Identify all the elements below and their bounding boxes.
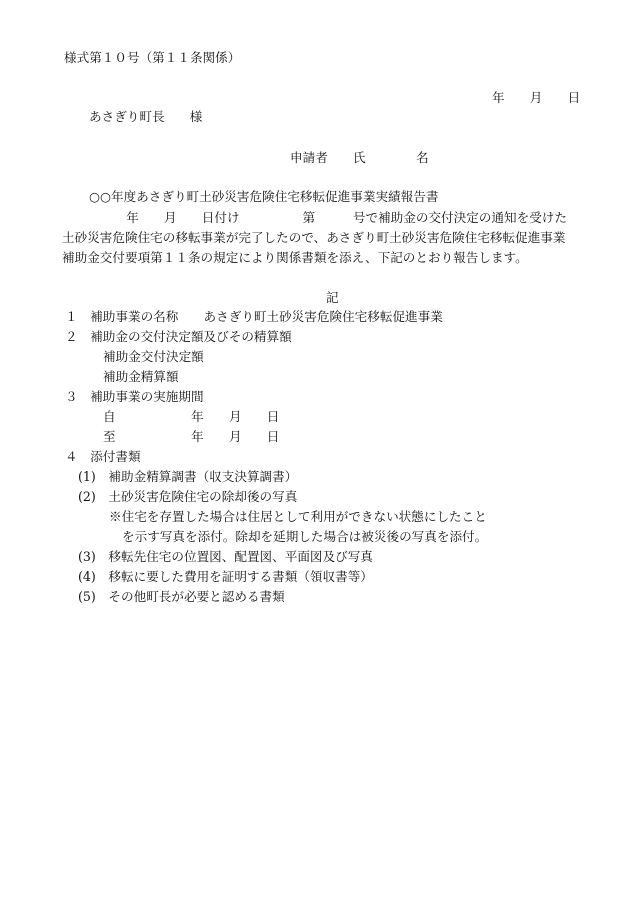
attachment-2-note-1: ※住宅を存置した場合は住居として利用ができない状態にしたこと [109, 509, 487, 524]
item-2-sub-2: 補助金精算額 [103, 369, 179, 384]
attachment-2-note-2: を示す写真を添付。除却を延期した場合は被災後の写真を添付。 [122, 529, 488, 544]
item-3-to: 至 年 月 日 [103, 429, 280, 444]
body-line-1: 年 月 日付け 第 号で補助金の交付決定の通知を受けた [101, 210, 567, 225]
applicant-name: 申請者 氏 名 [290, 150, 429, 165]
date-line: 年 月 日 [492, 90, 581, 105]
ki-heading: 記 [326, 290, 339, 305]
item-2: ２ 補助金の交付決定額及びその精算額 [65, 329, 292, 344]
item-3: ３ 補助事業の実施期間 [65, 389, 204, 404]
attachment-4: (4) 移転に要した費用を証明する書類（領収書等） [78, 569, 373, 584]
attachment-5: (5) その他町長が必要と認める書類 [78, 589, 285, 604]
item-1: １ 補助事業の名称 あさぎり町土砂災害危険住宅移転促進事業 [65, 309, 443, 324]
document-title: ○○年度あさぎり町土砂災害危険住宅移転促進事業実績報告書 [89, 189, 439, 204]
attachment-2: (2) 土砂災害危険住宅の除却後の写真 [78, 489, 298, 504]
attachment-3: (3) 移転先住宅の位置図、配置図、平面図及び写真 [78, 549, 373, 564]
addressee: あさぎり町長 様 [89, 109, 203, 124]
body-line-2: 土砂災害危険住宅の移転事業が完了したので、あさぎり町土砂災害危険住宅移転促進事業 [62, 230, 566, 245]
body-line-3: 補助金交付要項第１１条の規定により関係書類を添え、下記のとおり報告します。 [62, 250, 528, 265]
form-number: 様式第１０号（第１１条関係） [64, 50, 241, 65]
attachment-1: (1) 補助金精算調書（収支決算調書） [78, 469, 298, 484]
item-4: ４ 添付書類 [65, 449, 141, 464]
item-3-from: 自 年 月 日 [103, 409, 280, 424]
item-2-sub-1: 補助金交付決定額 [103, 349, 204, 364]
